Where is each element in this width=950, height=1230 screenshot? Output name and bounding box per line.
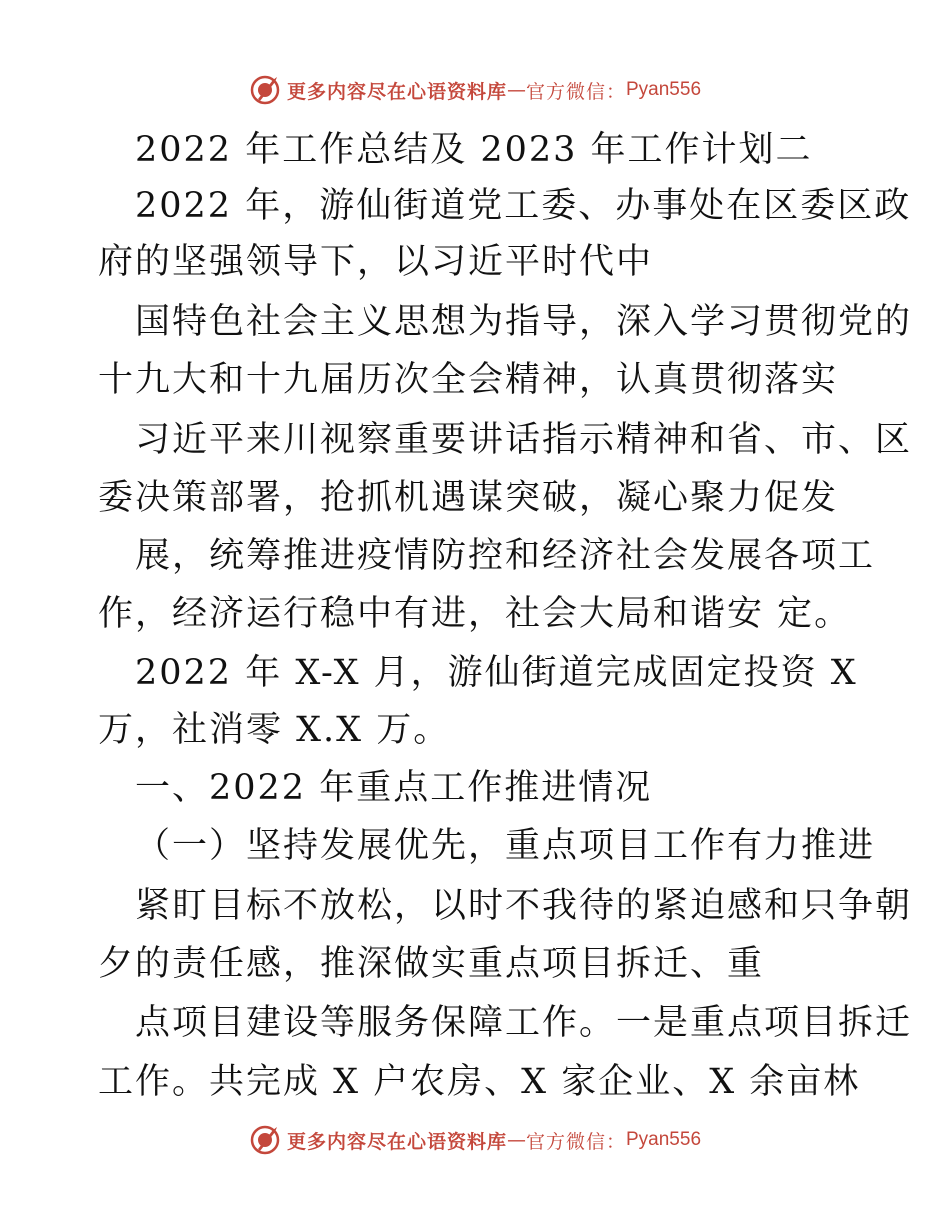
watermark-separator: — xyxy=(506,79,526,101)
paragraph-line: 万，社消零 X.X 万。 xyxy=(98,710,451,750)
quill-badge-icon xyxy=(249,1124,281,1156)
document-title: 2022 年工作总结及 2023 年工作计划二 xyxy=(135,130,813,170)
paragraph-line: 夕的责任感，推深做实重点项目拆迁、重 xyxy=(98,944,765,984)
paragraph-line: 府的坚强领导下，以习近平时代中 xyxy=(98,242,654,282)
paragraph-line: 点项目建设等服务保障工作。一是重点项目拆迁 xyxy=(135,1003,913,1043)
paragraph-line: 2022 年 X-X 月，游仙街道完成固定投资 X xyxy=(135,653,858,693)
watermark-banner-bottom xyxy=(0,1120,950,1160)
paragraph-line: 作，经济运行稳中有进，社会大局和谐安 定。 xyxy=(98,594,852,634)
paragraph-line: 十九大和十九届历次全会精神，认真贯彻落实 xyxy=(98,360,839,400)
watermark-wechat-id: Pyan556 xyxy=(626,79,702,100)
quill-badge-icon xyxy=(249,74,281,106)
watermark-main-text: 更多内容尽在心语资料库 xyxy=(286,1130,507,1153)
paragraph-line: 国特色社会主义思想为指导，深入学习贯彻党的 xyxy=(135,302,913,342)
paragraph-line: 2022 年，游仙街道党工委、办事处在区委区政 xyxy=(135,186,912,226)
watermark-wechat-label: 官方微信： xyxy=(525,1130,626,1153)
watermark-wechat-id: Pyan556 xyxy=(626,1129,702,1150)
subsection-heading: （一）坚持发展优先，重点项目工作有力推进 xyxy=(135,826,876,866)
watermark-banner-top xyxy=(0,70,950,110)
watermark-main-text: 更多内容尽在心语资料库 xyxy=(286,80,507,103)
paragraph-line: 工作。共完成 X 户农房、X 家企业、X 余亩林 xyxy=(98,1062,861,1102)
paragraph-line: 习近平来川视察重要讲话指示精神和省、市、区 xyxy=(135,420,913,460)
paragraph-line: 委决策部署，抢抓机遇谋突破，凝心聚力促发 xyxy=(98,478,839,518)
section-heading: 一、2022 年重点工作推进情况 xyxy=(135,768,653,808)
paragraph-line: 紧盯目标不放松，以时不我待的紧迫感和只争朝 xyxy=(135,886,913,926)
paragraph-line: 展，统筹推进疫情防控和经济社会发展各项工 xyxy=(135,536,876,576)
watermark-wechat-label: 官方微信： xyxy=(525,80,626,103)
watermark-separator: — xyxy=(506,1129,526,1151)
